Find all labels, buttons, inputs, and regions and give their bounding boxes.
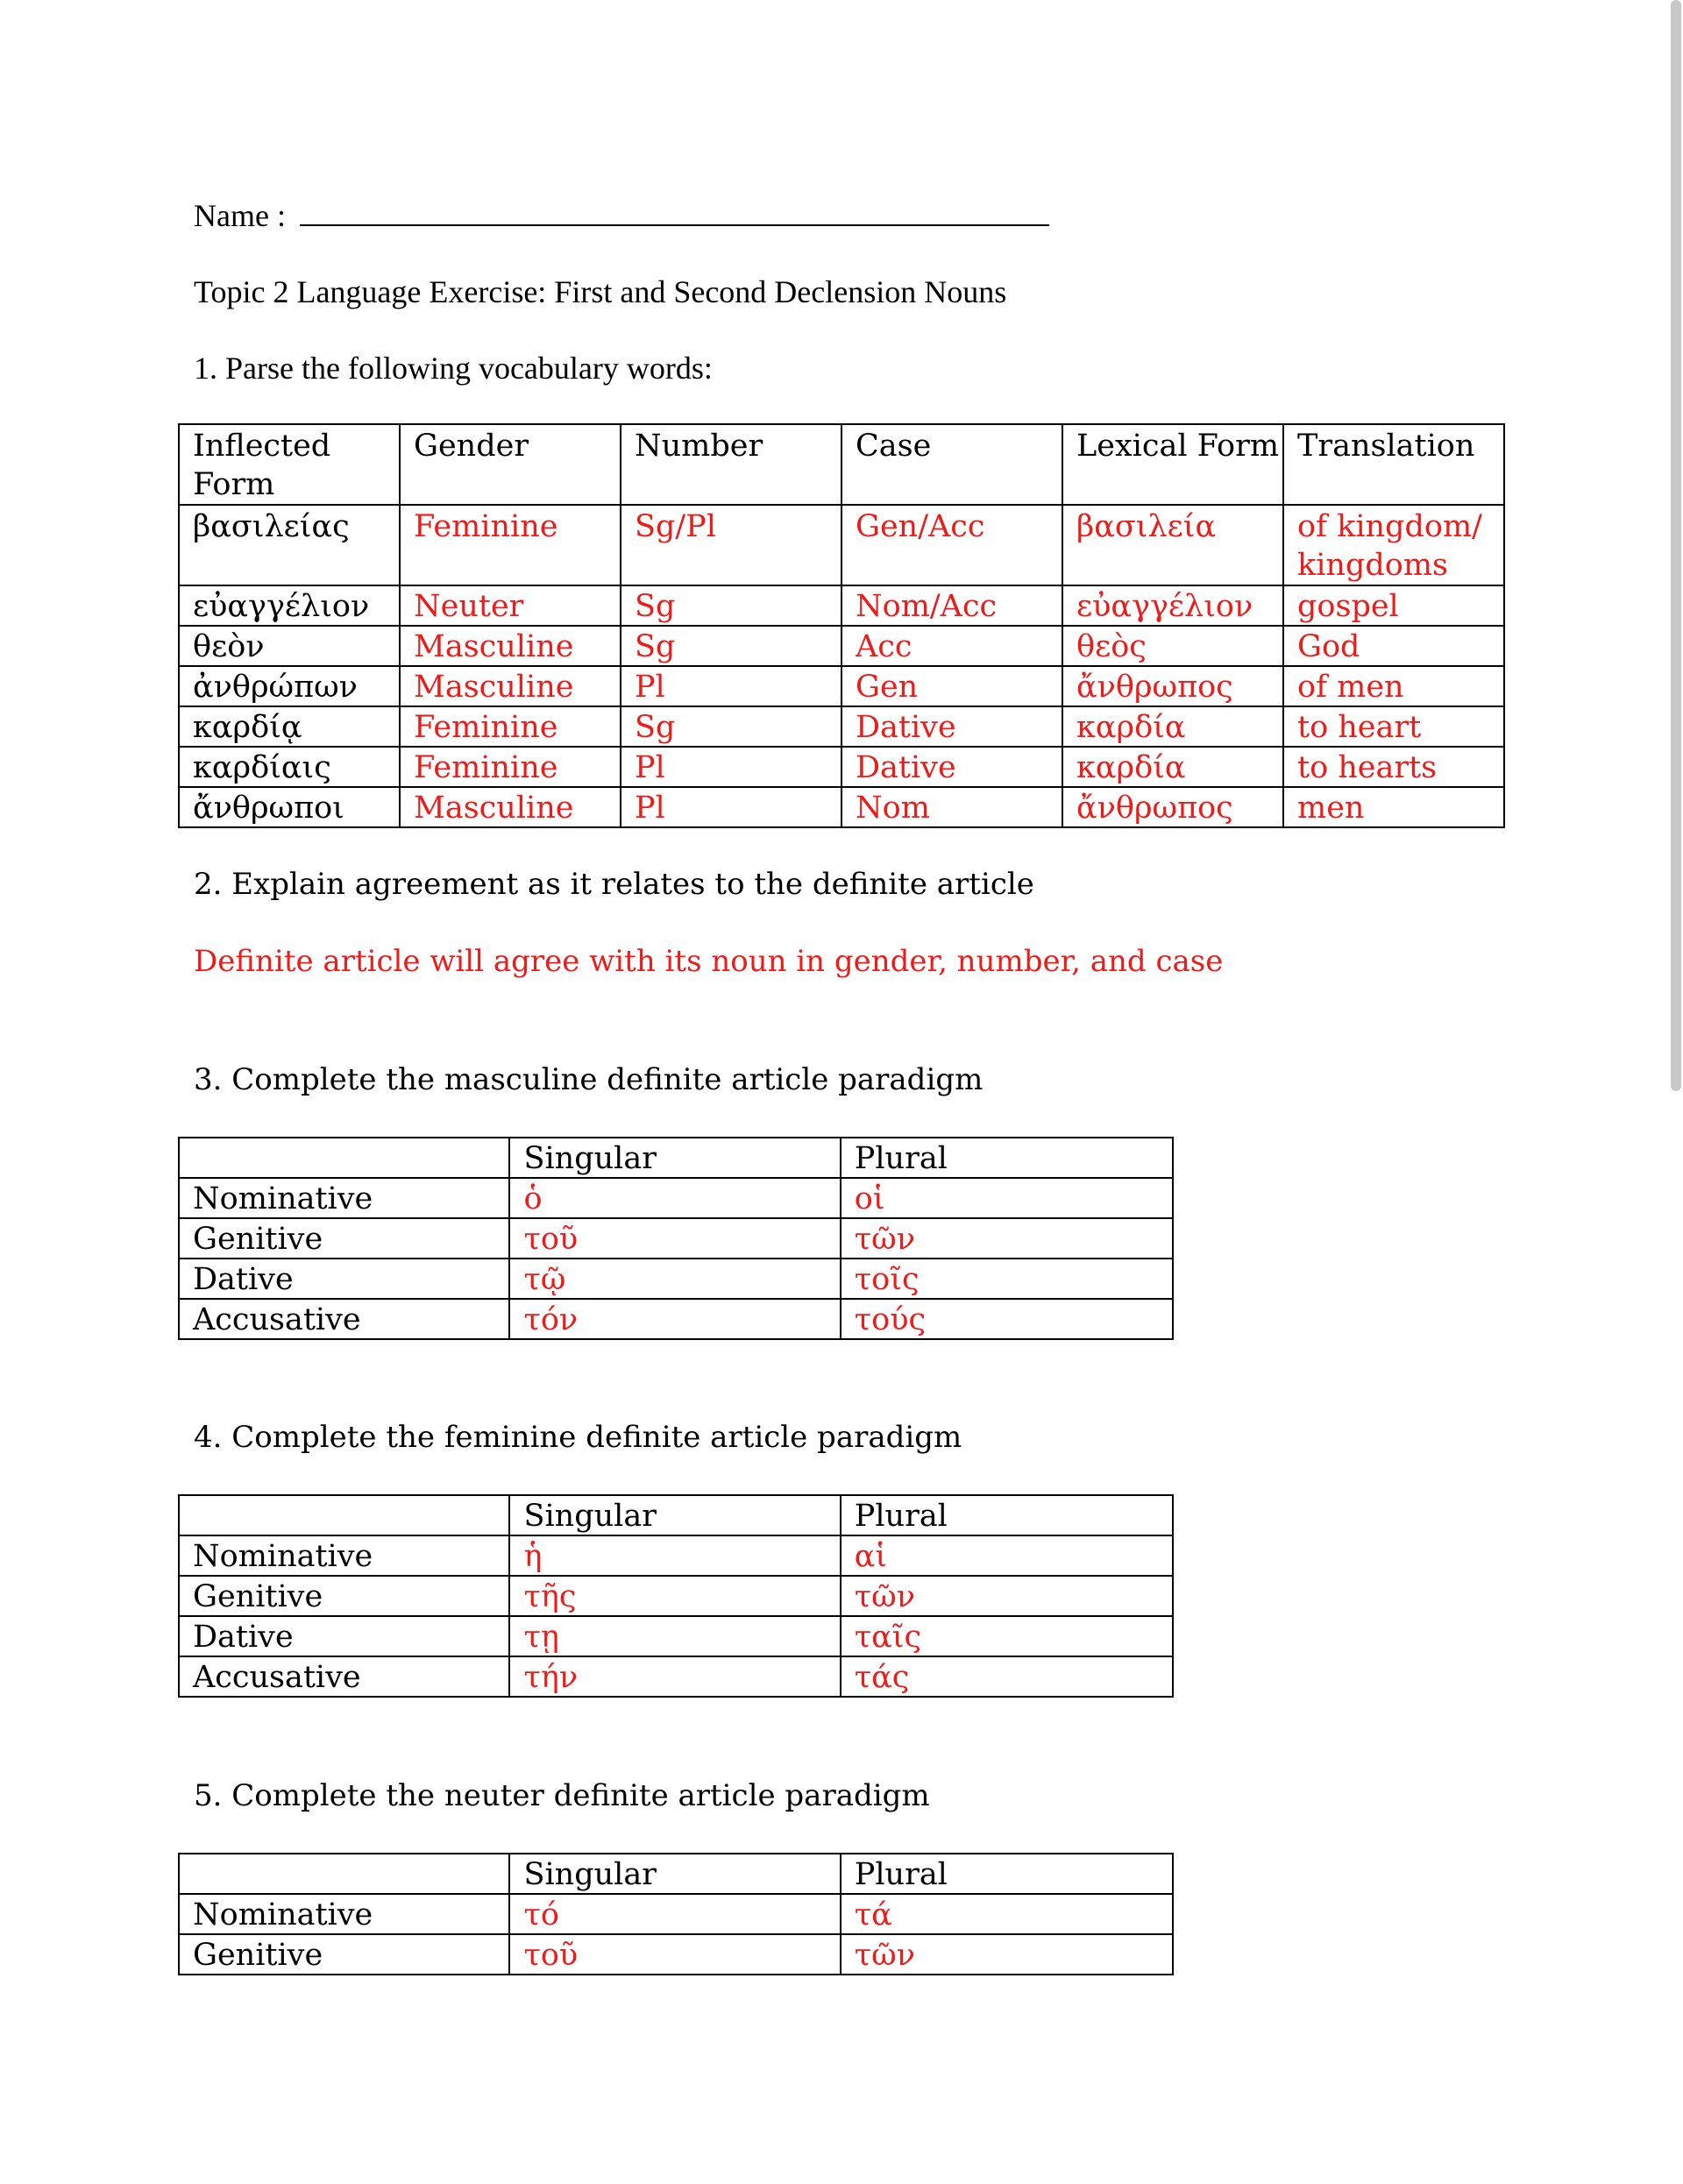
lexical-form-answer: εὐαγγέλιον [1062,585,1283,626]
vocab-header-cell: Inflected Form [179,424,400,505]
inflected-form: καρδίᾳ [179,706,400,747]
translation-answer: men [1283,787,1504,827]
case-answer: Gen/Acc [842,505,1062,585]
translation-answer: to hearts [1283,747,1504,787]
case-label: Genitive [179,1576,509,1616]
inflected-form: καρδίαις [179,747,400,787]
gender-answer: Feminine [400,747,621,787]
number-answer: Sg [621,585,842,626]
table-row [179,1178,1173,1218]
plural-answer: τά [841,1894,1173,1934]
name-label: Name : [194,198,286,233]
singular-answer: τοῦ [509,1934,840,1975]
paradigm-corner-cell [179,1138,509,1178]
plural-answer: αἱ [841,1535,1173,1576]
table-row [179,1894,1173,1934]
topic-title: Topic 2 Language Exercise: First and Second Declension Nouns [194,274,1007,309]
vocab-header-cell: Number [621,424,842,505]
paradigm-corner-cell [179,1495,509,1535]
singular-answer: τήν [509,1656,840,1697]
plural-answer: τῶν [841,1218,1173,1259]
vocab-header-cell: Gender [400,424,621,505]
singular-header: Singular [509,1138,840,1178]
translation-answer: of kingdom/ kingdoms [1283,505,1504,585]
plural-answer: τούς [841,1299,1173,1339]
gender-answer: Masculine [400,666,621,706]
vertical-scrollbar[interactable] [1667,0,1683,1091]
lexical-form-answer: ἄνθρωπος [1062,787,1283,827]
table-row [179,706,1504,747]
table-row [179,1656,1173,1697]
vocab-header-cell: Translation [1283,424,1504,505]
case-label: Dative [179,1259,509,1299]
translation-answer: to heart [1283,706,1504,747]
case-label: Accusative [179,1656,509,1697]
question-1: 1. Parse the following vocabulary words: [194,351,713,386]
lexical-form-answer: βασιλεία [1062,505,1283,585]
table-row [179,1259,1173,1299]
singular-header: Singular [509,1495,840,1535]
paradigm-header-row [179,1854,1173,1894]
scrollbar-thumb[interactable] [1671,0,1681,1091]
inflected-form: βασιλείας [179,505,400,585]
number-answer: Pl [621,666,842,706]
lexical-form-answer: ἄνθρωπος [1062,666,1283,706]
inflected-form: εὐαγγέλιον [179,585,400,626]
neuter-paradigm-table [178,1853,1174,1975]
inflected-form: θεὸν [179,626,400,666]
lexical-form-answer: θεὸς [1062,626,1283,666]
singular-answer: τοῦ [509,1218,840,1259]
number-answer: Sg [621,626,842,666]
plural-header: Plural [841,1495,1173,1535]
gender-answer: Masculine [400,787,621,827]
table-row [179,1535,1173,1576]
table-row [179,787,1504,827]
case-answer: Nom/Acc [842,585,1062,626]
table-row [179,1616,1173,1656]
question-3: 3. Complete the masculine definite article paradigm [194,1062,984,1097]
case-label: Nominative [179,1178,509,1218]
gender-answer: Feminine [400,505,621,585]
case-label: Nominative [179,1535,509,1576]
case-answer: Dative [842,706,1062,747]
name-line [194,196,1049,235]
table-row [179,1934,1173,1975]
case-label: Nominative [179,1894,509,1934]
question-4: 4. Complete the feminine definite article paradigm [194,1420,962,1455]
vocab-header-cell: Lexical Form [1062,424,1283,505]
singular-answer: ὁ [509,1178,840,1218]
table-row [179,626,1504,666]
singular-header: Singular [509,1854,840,1894]
plural-answer: τῶν [841,1934,1173,1975]
vocab-table [178,423,1505,828]
table-row [179,1218,1173,1259]
plural-header: Plural [841,1138,1173,1178]
table-row [179,585,1504,626]
number-answer: Pl [621,787,842,827]
table-row [179,747,1504,787]
plural-header: Plural [841,1854,1173,1894]
case-label: Genitive [179,1934,509,1975]
question-5: 5. Complete the neuter definite article paradigm [194,1778,930,1813]
singular-answer: τῃ [509,1616,840,1656]
translation-answer: of men [1283,666,1504,706]
name-underline [300,224,1049,226]
question-2: 2. Explain agreement as it relates to the definite article [194,867,1034,902]
gender-answer: Neuter [400,585,621,626]
masculine-paradigm-table [178,1137,1174,1340]
inflected-form: ἄνθρωποι [179,787,400,827]
question-2-answer: Definite article will agree with its noun in gender, number, and case [194,944,1224,979]
case-label: Accusative [179,1299,509,1339]
plural-answer: τοῖς [841,1259,1173,1299]
paradigm-header-row [179,1138,1173,1178]
vocab-header-cell: Case [842,424,1062,505]
case-answer: Nom [842,787,1062,827]
plural-answer: ταῖς [841,1616,1173,1656]
feminine-paradigm-table [178,1494,1174,1698]
number-answer: Sg/Pl [621,505,842,585]
case-label: Genitive [179,1218,509,1259]
table-row [179,1576,1173,1616]
case-answer: Dative [842,747,1062,787]
paradigm-header-row [179,1495,1173,1535]
translation-answer: gospel [1283,585,1504,626]
singular-answer: τῷ [509,1259,840,1299]
gender-answer: Masculine [400,626,621,666]
case-answer: Gen [842,666,1062,706]
singular-answer: ἡ [509,1535,840,1576]
case-answer: Acc [842,626,1062,666]
table-row [179,505,1504,585]
plural-answer: οἱ [841,1178,1173,1218]
plural-answer: τάς [841,1656,1173,1697]
singular-answer: τῆς [509,1576,840,1616]
lexical-form-answer: καρδία [1062,747,1283,787]
paradigm-corner-cell [179,1854,509,1894]
gender-answer: Feminine [400,706,621,747]
vocab-header-row [179,424,1504,505]
table-row [179,666,1504,706]
inflected-form: ἀνθρώπων [179,666,400,706]
number-answer: Pl [621,747,842,787]
singular-answer: τό [509,1894,840,1934]
table-row [179,1299,1173,1339]
singular-answer: τόν [509,1299,840,1339]
number-answer: Sg [621,706,842,747]
plural-answer: τῶν [841,1576,1173,1616]
lexical-form-answer: καρδία [1062,706,1283,747]
translation-answer: God [1283,626,1504,666]
case-label: Dative [179,1616,509,1656]
